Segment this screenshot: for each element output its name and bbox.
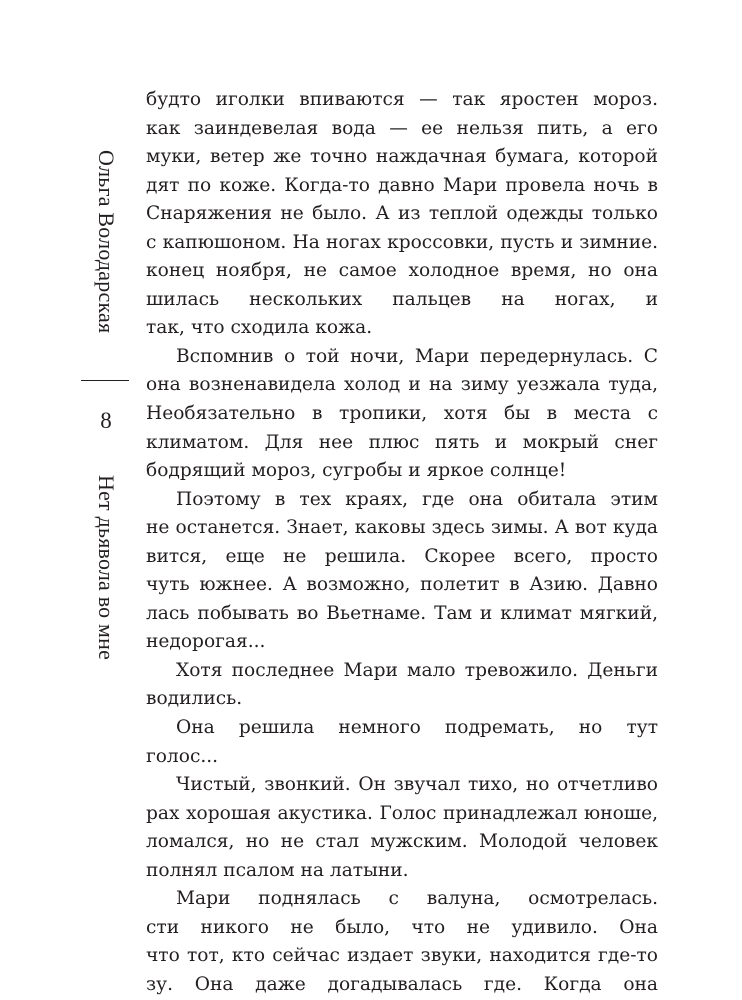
running-head: [80, 150, 132, 680]
text-line: водились.: [146, 688, 243, 710]
text-line: так, что сходила кожа.: [146, 317, 373, 339]
text-line: с капюшоном. На ногах кроссовки, пусть и зимние.: [146, 231, 658, 253]
text-line: Необязательно в тропики, хотя бы в места с: [146, 403, 658, 425]
running-head-author-block: [80, 150, 132, 375]
text-line: не останется. Знает, каковы здесь зимы. А вот куда: [146, 517, 658, 539]
page-number: 8: [100, 408, 112, 433]
text-line: будто иголки впиваются — так яростен мороз.: [146, 89, 658, 110]
text-line: сти никого не было, что не удивило. Она: [146, 916, 658, 938]
text-line: она возненавидела холод и на зиму уезжала туда,: [146, 374, 658, 396]
text-line: лась побывать во Вьетнаме. Там и климат мягкий,: [146, 602, 658, 624]
text-line: конец ноября, не самое холодное время, но она: [146, 260, 658, 282]
body-text: [146, 86, 658, 1000]
text-line: дят по коже. Когда-то давно Мари провела ночь в: [146, 174, 658, 196]
text-line: как заиндевелая вода — ее нельзя пить, а его: [146, 117, 658, 139]
text-line: Хотя последнее Мари мало тревожило. Деньги: [176, 659, 658, 681]
text-line: недорогая...: [146, 631, 266, 653]
text-line: ломался, но не стал мужским. Молодой человек: [146, 831, 658, 853]
text-line: шилась нескольких пальцев на ногах, и: [146, 288, 658, 310]
running-head-title-block: [80, 475, 132, 685]
text-line: Чистый, звонкий. Он звучал тихо, но отчетливо: [176, 774, 658, 796]
text-line: Вспомнив о той ночи, Мари передернулась. С: [176, 345, 658, 367]
text-line: Снаряжения не было. А из теплой одежды только: [146, 203, 658, 225]
text-line: чуть южнее. А возможно, полетит в Азию. Давно: [146, 574, 658, 596]
text-line: вится, еще не решила. Скорее всего, просто: [146, 545, 658, 567]
text-line: зу. Она даже догадывалась где. Когда она: [146, 973, 658, 995]
running-head-author: Ольга Володарская: [94, 150, 119, 334]
text-line: что тот, кто сейчас издает звуки, находится где-то: [146, 945, 658, 967]
text-line: Мари поднялась с валуна, осмотрелась.: [176, 888, 658, 910]
text-line: полнял псалом на латыни.: [146, 859, 409, 881]
text-line: рах хорошая акустика. Голос принадлежал юноше,: [146, 802, 658, 824]
text-line: бодрящий мороз, сугробы и яркое солнце!: [146, 460, 567, 482]
text-line: Она решила немного подремать, но тут: [176, 717, 658, 739]
text-line: климатом. Для нее плюс пять и мокрый снег: [146, 431, 658, 453]
running-head-rule: [81, 380, 129, 381]
running-head-book-title: Нет дьявола во мне: [94, 475, 119, 661]
text-line: голос...: [146, 745, 219, 767]
text-line: муки, ветер же точно наждачная бумага, которой: [146, 146, 658, 168]
text-line: Поэтому в тех краях, где она обитала этим: [176, 488, 658, 510]
